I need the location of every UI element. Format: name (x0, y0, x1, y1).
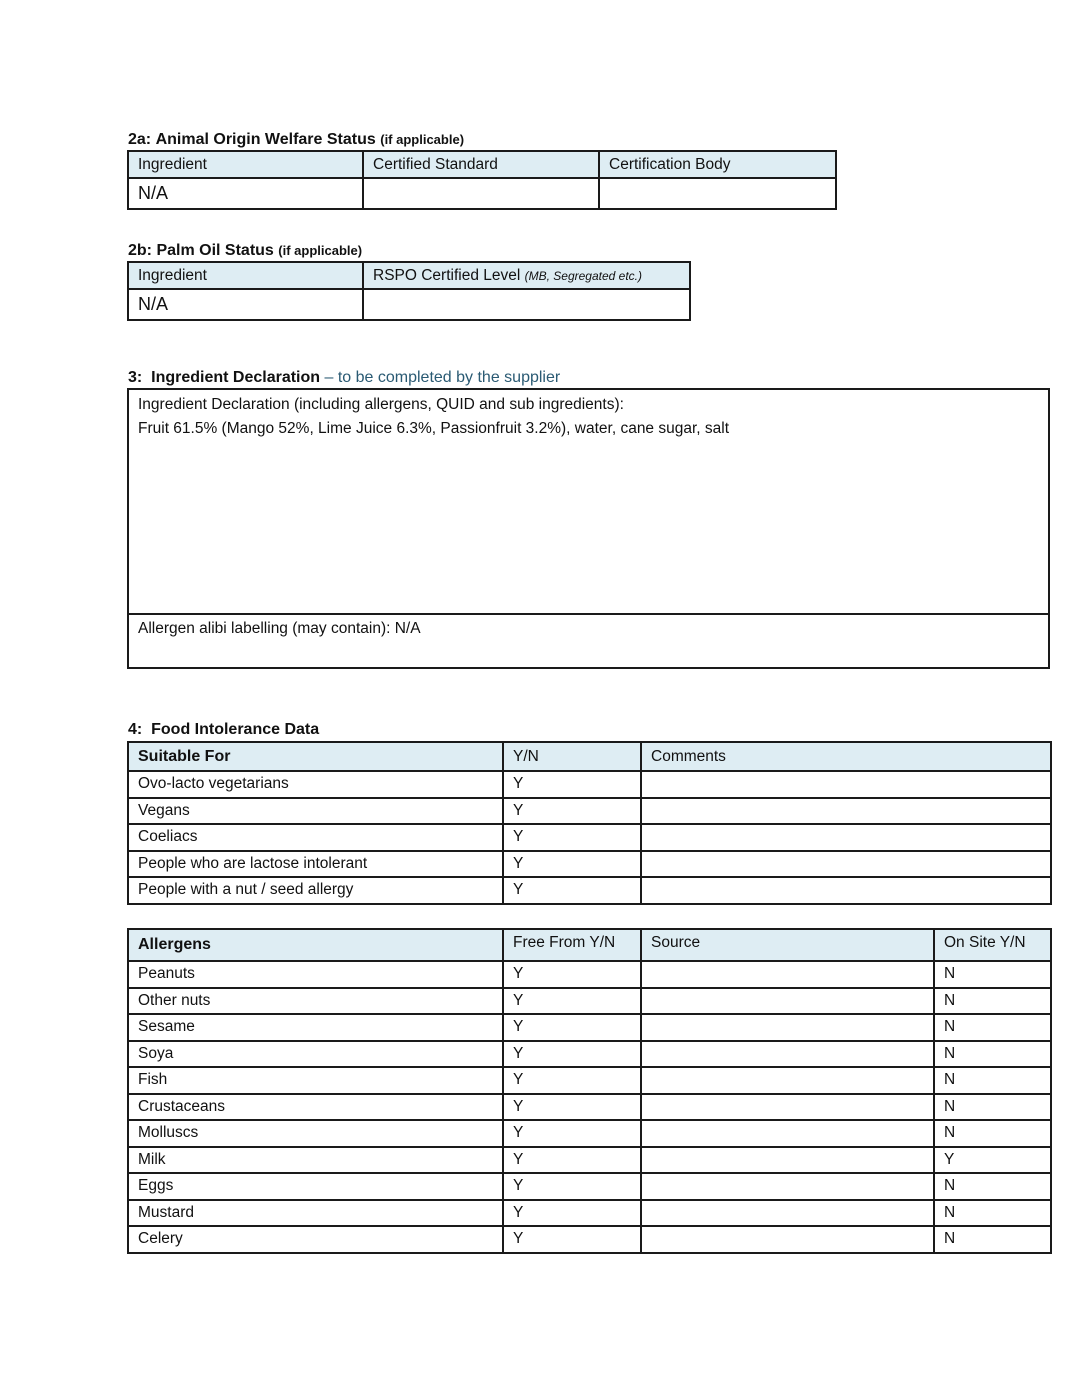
declaration-text: Fruit 61.5% (Mango 52%, Lime Juice 6.3%, Passionfruit 3.2%), water, cane sugar, salt (138, 420, 730, 437)
table-row (128, 877, 1051, 904)
suitable-for-table (127, 741, 1052, 905)
allergen-on-site[interactable]: N (934, 1226, 1051, 1253)
table-row (128, 1120, 1051, 1147)
allergen-on-site[interactable]: N (934, 1120, 1051, 1147)
table-row (128, 798, 1051, 825)
section-3-note: – to be completed by the supplier (324, 369, 561, 386)
suitable-comment[interactable] (641, 798, 1051, 825)
table-row (128, 1147, 1051, 1174)
suitable-comment[interactable] (641, 824, 1051, 851)
header-certified-standard: Certified Standard (363, 151, 599, 178)
suitable-yn[interactable]: Y (503, 851, 641, 878)
header-source: Source (641, 929, 934, 961)
table-row (128, 1067, 1051, 1094)
section-3-number: 3: (128, 369, 143, 386)
suitable-yn[interactable]: Y (503, 877, 641, 904)
table-row (128, 1200, 1051, 1227)
allergen-name: Eggs (128, 1173, 503, 1200)
cell-certification-body[interactable] (599, 178, 836, 209)
allergen-name: Celery (128, 1226, 503, 1253)
section-2b-title (128, 242, 362, 260)
allergen-name: Other nuts (128, 988, 503, 1015)
alibi-label: Allergen alibi labelling (may contain): N/A (138, 620, 421, 637)
allergen-name: Mustard (128, 1200, 503, 1227)
allergen-source[interactable] (641, 1120, 934, 1147)
allergen-name: Soya (128, 1041, 503, 1068)
allergen-source[interactable] (641, 1067, 934, 1094)
allergen-source[interactable] (641, 1147, 934, 1174)
cell-certified-standard[interactable] (363, 178, 599, 209)
section-4-number: 4: (128, 721, 143, 738)
table-row (128, 851, 1051, 878)
table-row (128, 1014, 1051, 1041)
allergen-source[interactable] (641, 1200, 934, 1227)
suitable-comment[interactable] (641, 771, 1051, 798)
allergen-free-from[interactable]: Y (503, 1226, 641, 1253)
allergen-free-from[interactable]: Y (503, 961, 641, 988)
section-2b-number: 2b: (128, 242, 152, 259)
allergen-on-site[interactable]: N (934, 1173, 1051, 1200)
allergen-free-from[interactable]: Y (503, 1094, 641, 1121)
allergen-on-site[interactable]: N (934, 1041, 1051, 1068)
allergen-name: Fish (128, 1067, 503, 1094)
allergen-name: Peanuts (128, 961, 503, 988)
header-on-site: On Site Y/N (934, 929, 1051, 961)
allergen-free-from[interactable]: Y (503, 1173, 641, 1200)
section-3-heading: Ingredient Declaration (151, 369, 321, 386)
section-2a-qualifier: (if applicable) (380, 132, 465, 147)
section-4-title (128, 721, 319, 739)
header-comments: Comments (641, 742, 1051, 771)
table-row (128, 1041, 1051, 1068)
table-row (128, 1094, 1051, 1121)
header-suitable-for: Suitable For (128, 742, 503, 771)
allergen-source[interactable] (641, 961, 934, 988)
header-ingredient: Ingredient (128, 151, 363, 178)
header-allergens: Allergens (128, 929, 503, 961)
palm-oil-table (127, 261, 691, 321)
suitable-yn[interactable]: Y (503, 798, 641, 825)
header-rspo-note: (MB, Segregated etc.) (524, 268, 643, 283)
allergen-on-site[interactable]: N (934, 1200, 1051, 1227)
allergen-on-site[interactable]: N (934, 1067, 1051, 1094)
cell-ingredient[interactable]: N/A (128, 289, 363, 320)
table-row (128, 961, 1051, 988)
section-3-title (128, 369, 560, 387)
header-free-from: Free From Y/N (503, 929, 641, 961)
allergen-on-site[interactable]: N (934, 961, 1051, 988)
allergen-free-from[interactable]: Y (503, 1014, 641, 1041)
section-2a-heading: Animal Origin Welfare Status (155, 131, 376, 148)
declaration-label: Ingredient Declaration (including allergens, QUID and sub ingredients): (138, 396, 624, 413)
suitable-label: Vegans (128, 798, 503, 825)
allergen-free-from[interactable]: Y (503, 1041, 641, 1068)
suitable-label: Coeliacs (128, 824, 503, 851)
allergen-on-site[interactable]: N (934, 988, 1051, 1015)
section-2b-qualifier: (if applicable) (278, 243, 363, 258)
header-ingredient: Ingredient (128, 262, 363, 289)
cell-ingredient[interactable]: N/A (128, 178, 363, 209)
allergen-source[interactable] (641, 1014, 934, 1041)
section-4-heading: Food Intolerance Data (151, 721, 320, 738)
suitable-label: People who are lactose intolerant (128, 851, 503, 878)
header-yn: Y/N (503, 742, 641, 771)
allergen-on-site[interactable]: Y (934, 1147, 1051, 1174)
allergen-name: Molluscs (128, 1120, 503, 1147)
cell-rspo-level[interactable] (363, 289, 690, 320)
suitable-yn[interactable]: Y (503, 824, 641, 851)
allergen-name: Crustaceans (128, 1094, 503, 1121)
animal-welfare-table (127, 150, 837, 210)
suitable-label: People with a nut / seed allergy (128, 877, 503, 904)
suitable-comment[interactable] (641, 851, 1051, 878)
header-certification-body: Certification Body (599, 151, 836, 178)
allergen-source[interactable] (641, 1173, 934, 1200)
allergen-name: Milk (128, 1147, 503, 1174)
allergen-source[interactable] (641, 1041, 934, 1068)
allergen-on-site[interactable]: N (934, 1094, 1051, 1121)
section-2a-title (128, 131, 464, 149)
allergen-source[interactable] (641, 1094, 934, 1121)
table-row (128, 1173, 1051, 1200)
allergen-on-site[interactable]: N (934, 1014, 1051, 1041)
allergen-source[interactable] (641, 988, 934, 1015)
allergen-free-from[interactable]: Y (503, 1067, 641, 1094)
suitable-yn[interactable]: Y (503, 771, 641, 798)
suitable-comment[interactable] (641, 877, 1051, 904)
header-rspo-level (363, 262, 690, 289)
table-row (128, 1226, 1051, 1253)
allergen-free-from[interactable]: Y (503, 1200, 641, 1227)
table-row (128, 824, 1051, 851)
allergen-alibi-box[interactable] (127, 613, 1050, 669)
allergen-free-from[interactable]: Y (503, 1120, 641, 1147)
header-rspo-label: RSPO Certified Level (373, 266, 521, 284)
allergens-table (127, 928, 1052, 1254)
allergen-free-from[interactable]: Y (503, 1147, 641, 1174)
section-2b-heading: Palm Oil Status (156, 242, 274, 259)
allergen-name: Sesame (128, 1014, 503, 1041)
suitable-label: Ovo-lacto vegetarians (128, 771, 503, 798)
section-2a-number: 2a: (128, 131, 152, 148)
table-row (128, 988, 1051, 1015)
allergen-free-from[interactable]: Y (503, 988, 641, 1015)
table-row (128, 771, 1051, 798)
allergen-source[interactable] (641, 1226, 934, 1253)
ingredient-declaration-box[interactable] (127, 388, 1050, 615)
